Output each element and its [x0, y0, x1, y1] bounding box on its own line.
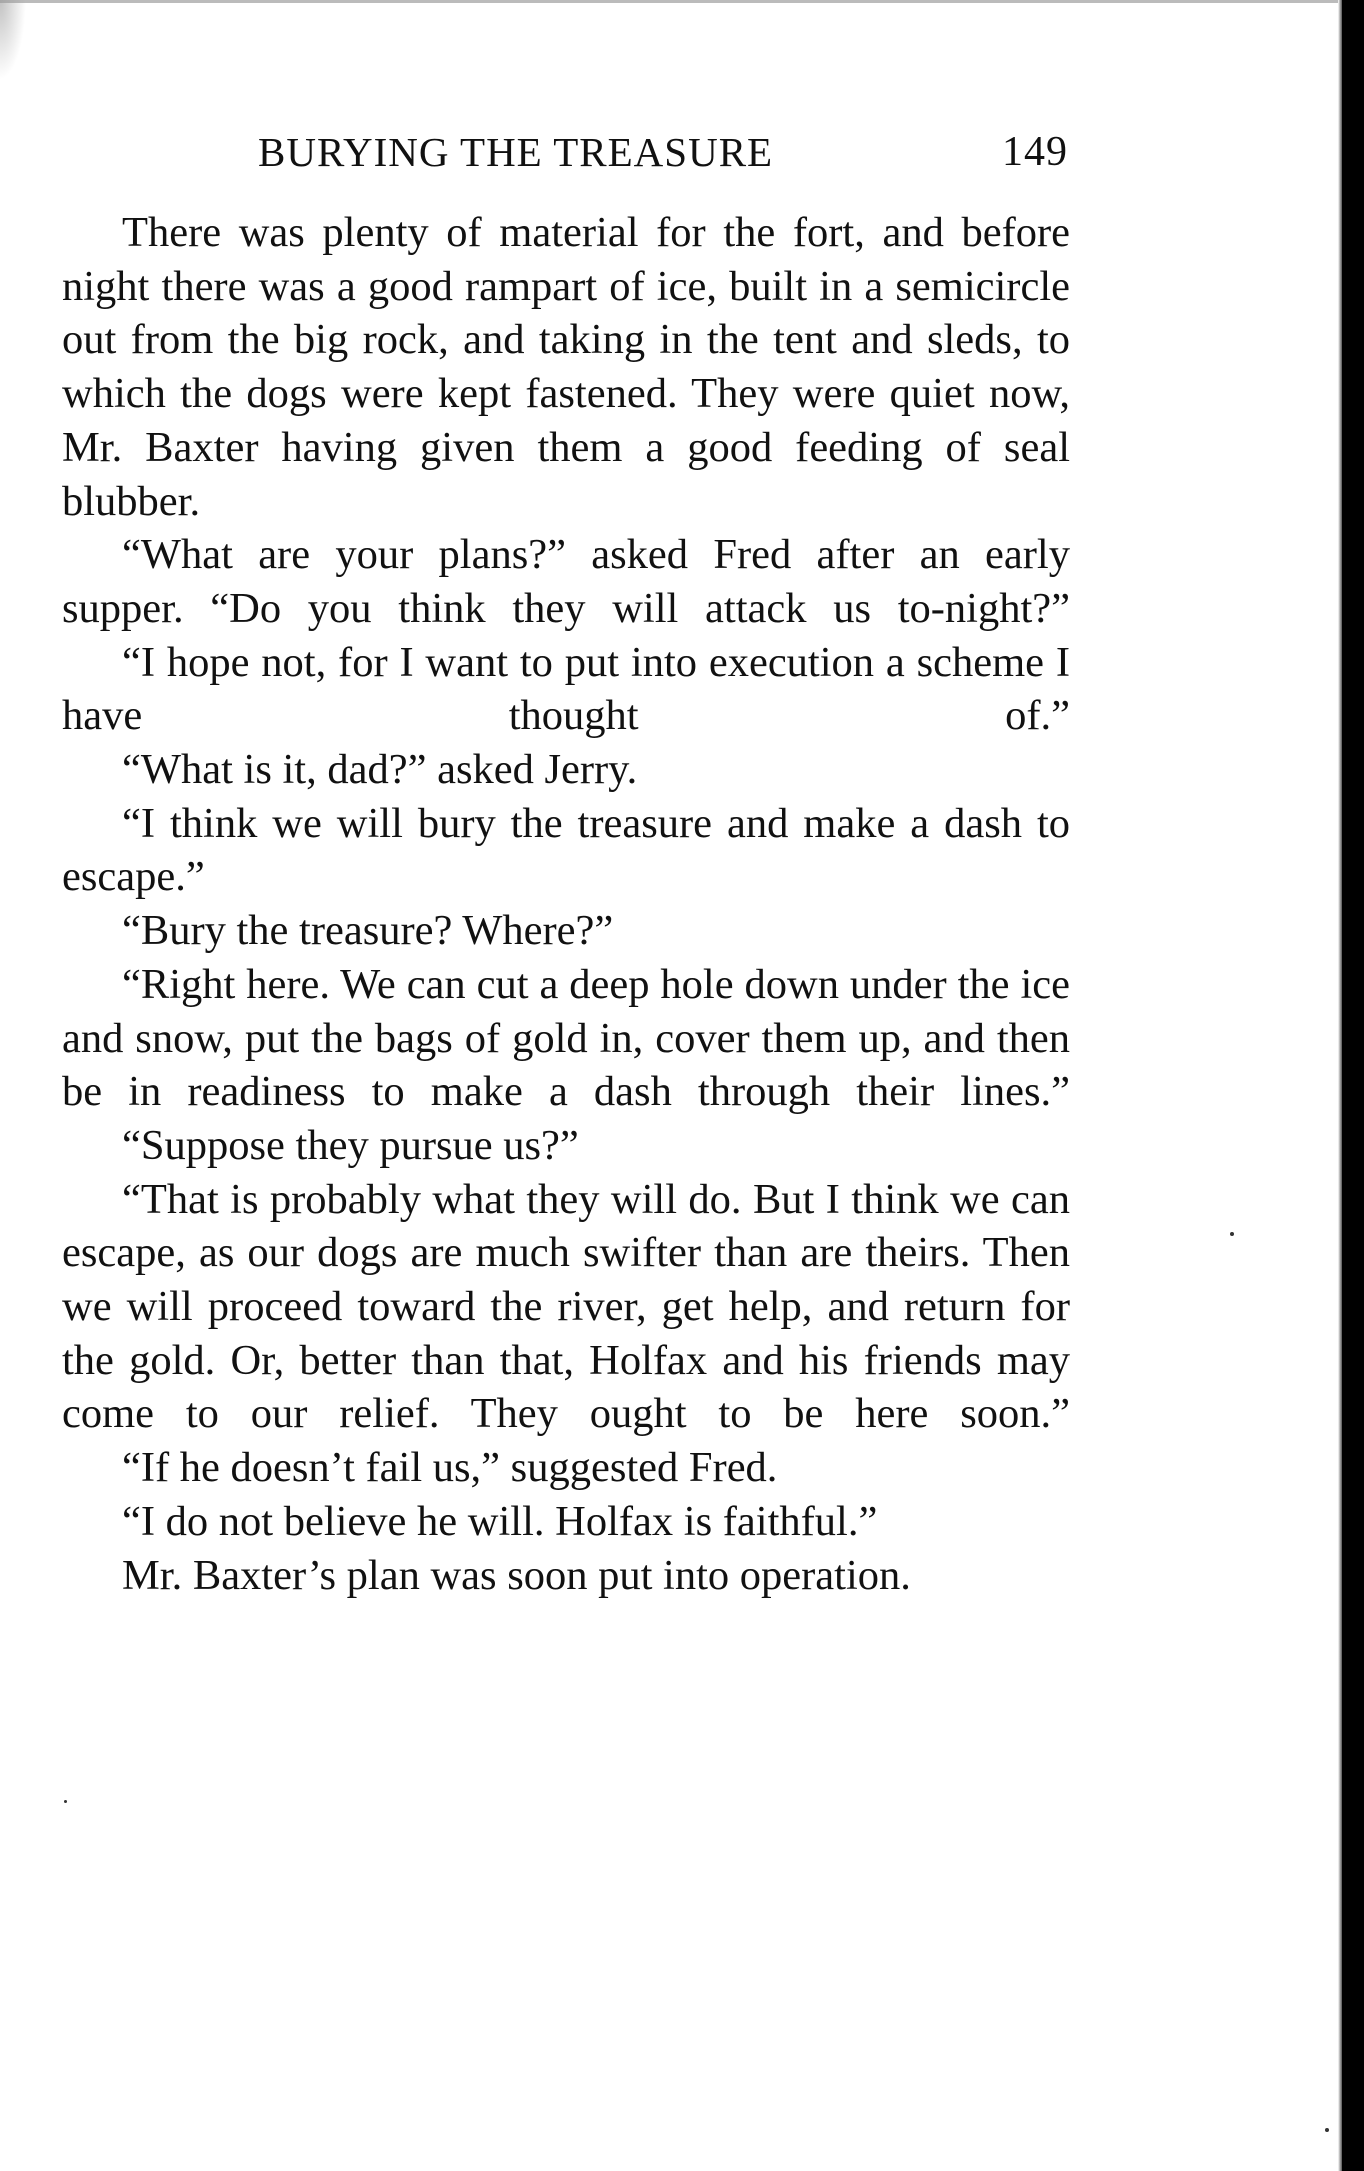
paragraph: “I hope not, for I want to put into execution a scheme I have thought of.”: [62, 638, 1070, 740]
paragraph: There was plenty of material for the fort, and before night there was a good rampart of ice, built in a semicircle out from the big rock, and taking in the tent and sleds, to which the dogs were kept fastened. They were quiet now, Mr. Baxter having given them a good feeding of seal blubber.: [62, 209, 1070, 525]
paper-speck: [64, 1800, 67, 1803]
running-title: BURYING THE TREASURE: [258, 129, 774, 175]
paragraph: Mr. Baxter’s plan was soon put into operation.: [122, 1551, 911, 1599]
page-right-edge: [1342, 0, 1364, 2171]
paper-speck: [1325, 2128, 1329, 2132]
body-text: [62, 206, 1070, 1602]
paragraph: “I think we will bury the treasure and make a dash to escape.”: [62, 799, 1070, 901]
paragraph: “Bury the treasure? Where?”: [122, 907, 614, 955]
paper-speck: [1230, 1232, 1234, 1236]
running-header: [258, 128, 1068, 188]
page-corner-smudge: [0, 0, 26, 80]
paragraph: “Right here. We can cut a deep hole down under the ice and snow, put the bags of gold in, cover them up, and then be in readiness to make a dash through their lines.”: [62, 960, 1070, 1116]
paragraph: “I do not believe he will. Holfax is faithful.”: [122, 1497, 878, 1545]
paragraph: “If he doesn’t fail us,” suggested Fred.: [122, 1444, 778, 1492]
paragraph: “What are your plans?” asked Fred after an early supper. “Do you think they will attack us to-night?”: [62, 531, 1070, 632]
page-top-edge: [0, 0, 1342, 3]
paragraph: “What is it, dad?” asked Jerry.: [122, 746, 638, 794]
page-number: 149: [1002, 129, 1068, 175]
paragraph: “That is probably what they will do. But I think we can escape, as our dogs are much swifter than are theirs. Then we will proceed toward the river, get help, and return for the gold. Or, better than that, Holfax and his friends may come to our relief. They ought to be here soon.”: [62, 1175, 1070, 1438]
paragraph: “Suppose they pursue us?”: [122, 1121, 579, 1169]
